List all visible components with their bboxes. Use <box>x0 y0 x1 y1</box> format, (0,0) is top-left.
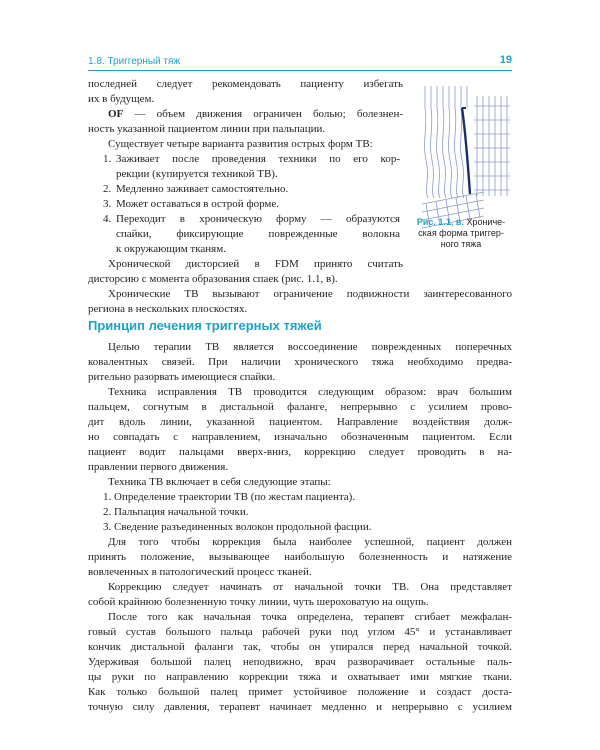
caption-line: ного тяжа <box>440 239 482 249</box>
text-line: говый сустав большого пальца рабочей руки под углом 45° и устанавливает <box>88 626 512 638</box>
section-heading: Принцип лечения триггерных тяжей <box>88 318 322 333</box>
page-number: 19 <box>499 54 512 66</box>
text-line: региона в нескольких плоскостях. <box>88 303 248 315</box>
text-line: дит вдоль линии, указанной пациентом. Направление воздействия долж- <box>88 416 512 428</box>
list-item: 2. Пальпация начальной точки. <box>103 506 249 518</box>
text-line: Коррекцию следует начинать от начальной точки ТВ. Она представляет <box>108 581 512 593</box>
text-line: ковалентных связей. При наличии хронического тяжа необходимо предва- <box>88 356 512 368</box>
text-line: Техника ТВ включает в себя следующие этапы: <box>108 476 331 488</box>
section-title: 1.8. Триггерный тяж <box>88 56 181 67</box>
text-line: принять положение, вызывающее наибольшую болезненность и натяжение <box>88 551 512 563</box>
text-line: После того как начальная точка определена, терапевт сгибает межфалан- <box>108 611 512 623</box>
list-item: 1. Определение траектории ТВ (по жестам пациента). <box>103 491 356 503</box>
list-item-number: 3. <box>103 198 112 210</box>
text-line: их в будущем. <box>88 93 155 105</box>
list-item: 3. Сведение разъединенных волокон продольной фасции. <box>103 521 372 533</box>
text-line: кончик дистальной фаланги так, чтобы он упирался перед начальной точкой. <box>88 641 512 653</box>
text-line: Целью терапии ТВ является воссоединение поврежденных поперечных <box>108 341 512 353</box>
list-item-number: 4. <box>103 213 112 225</box>
list-item-text: Может оставаться в острой форме. <box>116 198 280 210</box>
text-line: последней следует рекомендовать пациенту избегать <box>88 78 403 90</box>
figure-label: Рис. 1.1, в. <box>416 217 464 227</box>
text-line: Хронические ТВ вызывают ограничение подвижности заинтересованного <box>108 288 512 300</box>
list-item-text: спайки, фиксирующие поврежденные волокна <box>116 228 400 240</box>
text-line: пациент водит пальцами вверх-вниз, коррекцию следует проводить в на- <box>88 446 512 458</box>
definition-line <box>108 107 403 122</box>
list-item-number: 1. <box>103 153 112 165</box>
term-of: OF <box>108 108 124 120</box>
list-item-text: Медленно заживает самостоятельно. <box>116 183 289 195</box>
figure-caption <box>401 217 521 250</box>
list-item-text: к окружающим тканям. <box>116 243 226 255</box>
list-item-number: 2. <box>103 183 112 195</box>
text-line: рительно разорвать имеющиеся спайки. <box>88 371 276 383</box>
text-line: точную силу давления, терапевт начинает медленно и непрерывно с усилием <box>88 701 512 713</box>
list-item-text: Переходит в хроническую форму — образуются <box>116 213 400 225</box>
text-line: Для того чтобы коррекция была наиболее успешной, пациент должен <box>108 536 512 548</box>
text-line: вовлеченных в патологический процесс тканей. <box>88 566 312 578</box>
text-line: Хронической дисторсией в FDM принято считать <box>108 258 403 270</box>
text-line: пальцем, согнутым в дистальной фаланге, непрерывно с усилием прово- <box>88 401 512 413</box>
text-line: ность указанной пациентом линии при пальпации. <box>88 123 326 135</box>
list-item-text: Заживает после проведения техники по его кор- <box>116 153 400 165</box>
caption-line: Хрониче- <box>466 217 506 227</box>
text-line: Техника исправления ТВ проводится следующим образом: врач большим <box>108 386 512 398</box>
text-line: дисторсию с момента образования спаек (рис. 1.1, в). <box>88 273 338 285</box>
text-line: правлении первого движения. <box>88 461 229 473</box>
list-item-text: рекции (купируется техникой ТВ). <box>116 168 278 180</box>
text-line: Существует четыре варианта развития острых форм ТВ: <box>108 138 373 150</box>
header-rule <box>88 70 512 71</box>
text-line: Как только большой палец примет устойчивое положение и создаст доста- <box>88 686 512 698</box>
definition-text: — объем движения ограничен болью; болезнен- <box>123 108 403 120</box>
text-line: но совпадать с направлением, изначально обозначенным пациентом. Если <box>88 431 512 443</box>
text-line: Удерживая большой палец неподвижно, врач разворачивает остальные паль- <box>88 656 512 668</box>
running-header <box>88 52 512 72</box>
text-line: цы руки по направлению коррекции тяжа и охватывает ими мягкие ткани. <box>88 671 512 683</box>
text-line: собой крайнюю болезненную точку линии, чуть шероховатую на ощупь. <box>88 596 429 608</box>
caption-line: ская форма триггер- <box>418 228 504 238</box>
